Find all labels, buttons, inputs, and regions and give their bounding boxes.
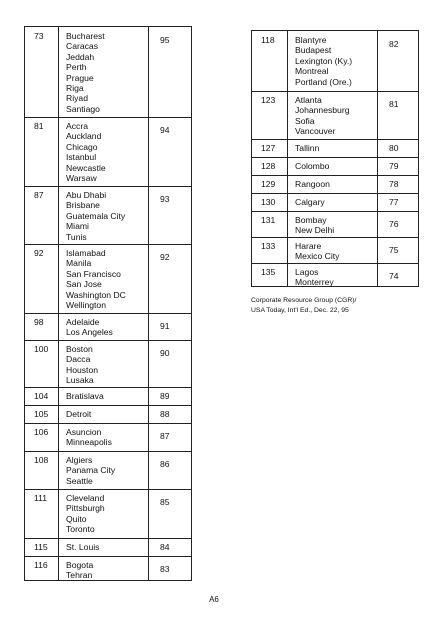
score-cell: 89 (160, 391, 170, 401)
right-ranking-table (251, 30, 419, 287)
city-name: Cleveland (66, 493, 105, 503)
table-row (25, 244, 191, 314)
cities-cell (295, 35, 352, 87)
city-name: Asuncion (66, 427, 102, 437)
city-name: Quito (66, 513, 87, 524)
score-cell: 85 (160, 497, 170, 507)
table-row (25, 340, 191, 388)
rank-cell: 118 (261, 35, 275, 45)
table-row (25, 538, 191, 557)
city-name: Chicago (66, 141, 98, 152)
table-row (252, 31, 418, 92)
table-row (25, 489, 191, 539)
cities-cell (66, 391, 104, 401)
score-cell: 93 (160, 194, 170, 204)
cities-cell (295, 241, 339, 262)
rank-cell: 128 (261, 161, 276, 171)
city-name: Mexico City (295, 251, 340, 262)
cities-cell (66, 560, 93, 581)
city-name: Caracas (66, 41, 98, 52)
table-row (252, 157, 418, 176)
city-name: Minneapolis (66, 437, 112, 448)
cities-cell (66, 31, 105, 114)
rank-cell: 133 (261, 241, 276, 251)
score-cell: 75 (389, 245, 399, 255)
city-name: San Francisco (66, 268, 121, 279)
city-name: Bombay (295, 215, 327, 225)
table-row (252, 193, 418, 212)
score-cell: 79 (389, 161, 399, 171)
city-name: Toronto (66, 524, 95, 535)
city-name: Tunis (66, 231, 87, 242)
city-name: Warsaw (66, 173, 97, 184)
city-name: Dacca (66, 354, 91, 365)
score-cell: 76 (389, 219, 399, 229)
cities-cell (66, 542, 99, 552)
rank-cell: 87 (34, 190, 44, 200)
city-name: Bogota (66, 560, 94, 570)
city-name: Panama City (66, 465, 116, 476)
table-row (252, 211, 418, 238)
city-name: San Jose (66, 279, 102, 290)
city-name: Monterrey (295, 277, 334, 288)
cities-cell (295, 215, 334, 236)
rank-cell: 111 (34, 493, 48, 503)
rank-cell: 130 (261, 197, 276, 207)
city-name: Accra (66, 121, 88, 131)
city-name: Washington DC (66, 289, 126, 300)
rank-cell: 105 (34, 409, 49, 419)
city-name: Brisbane (66, 200, 100, 211)
city-name: Riga (66, 83, 84, 94)
city-name: Vancouver (295, 126, 336, 137)
city-name: Wellington (66, 300, 106, 311)
table-row (252, 139, 418, 158)
cities-cell (295, 161, 329, 171)
city-name: Harare (295, 241, 322, 251)
city-name: Atlanta (295, 95, 322, 105)
left-ranking-table (24, 26, 192, 581)
city-name: Riyad (66, 93, 88, 104)
city-name: Montreal (295, 66, 329, 77)
city-name: Detroit (66, 409, 92, 419)
city-name: Adelaide (66, 317, 100, 327)
cities-cell (66, 409, 91, 419)
score-cell: 92 (160, 252, 170, 262)
rank-cell: 115 (34, 542, 48, 552)
table-row (25, 27, 191, 118)
cities-cell (66, 190, 125, 242)
score-cell: 95 (160, 35, 170, 45)
source-note-line: Corporate Resource Group (CGR)/ (251, 297, 357, 304)
cities-cell (295, 267, 334, 288)
cities-cell (66, 427, 112, 448)
table-row (252, 175, 418, 194)
rank-cell: 106 (34, 427, 49, 437)
city-name: Johannesburg (295, 105, 350, 116)
city-name: Bratislava (66, 391, 104, 401)
city-name: Blantyre (295, 35, 327, 45)
table-row (252, 263, 418, 286)
cities-cell (295, 95, 349, 137)
city-name: Calgary (295, 197, 325, 207)
city-name: Los Angeles (66, 327, 113, 338)
table-row (25, 387, 191, 406)
rank-cell: 100 (34, 344, 49, 354)
score-cell: 77 (389, 197, 399, 207)
rank-cell: 129 (261, 179, 276, 189)
city-name: Lusaka (66, 375, 94, 386)
score-cell: 94 (160, 125, 170, 135)
rank-cell: 116 (34, 560, 48, 570)
city-name: New Delhi (295, 225, 335, 236)
city-name: Houston (66, 364, 99, 375)
city-name: Guatemala City (66, 210, 126, 221)
page-number: A6 (209, 595, 219, 604)
rank-cell: 131 (261, 215, 276, 225)
score-cell: 83 (160, 564, 170, 574)
score-cell: 84 (160, 542, 170, 552)
city-name: Colombo (295, 161, 330, 171)
rank-cell: 73 (34, 31, 44, 41)
city-name: Perth (66, 62, 87, 73)
table-row (25, 405, 191, 424)
score-cell: 87 (160, 431, 170, 441)
cities-cell (66, 455, 115, 486)
city-name: Jeddah (66, 51, 95, 62)
rank-cell: 81 (34, 121, 44, 131)
city-name: Seattle (66, 475, 93, 486)
city-name: Tehran (66, 570, 93, 581)
table-row (252, 91, 418, 140)
table-row (25, 117, 191, 187)
cities-cell (66, 121, 106, 183)
table-row (25, 423, 191, 452)
city-name: St. Louis (66, 542, 100, 552)
score-cell: 90 (160, 348, 170, 358)
rank-cell: 135 (261, 267, 276, 277)
score-cell: 86 (160, 459, 170, 469)
city-name: Islamabad (66, 248, 106, 258)
cities-cell (295, 197, 325, 207)
rank-cell: 123 (261, 95, 276, 105)
city-name: Manila (66, 258, 92, 269)
table-row (252, 237, 418, 264)
city-name: Bucharest (66, 31, 105, 41)
cities-cell (295, 179, 330, 189)
cities-cell (66, 344, 98, 386)
source-note (251, 296, 421, 315)
rank-cell: 108 (34, 455, 49, 465)
table-row (25, 313, 191, 341)
rank-cell: 98 (34, 317, 44, 327)
score-cell: 82 (389, 39, 399, 49)
city-name: Auckland (66, 131, 102, 142)
score-cell: 74 (389, 271, 399, 281)
city-name: Lagos (295, 267, 319, 277)
city-name: Tallinn (295, 143, 320, 153)
city-name: Sofia (295, 115, 315, 126)
score-cell: 78 (389, 179, 399, 189)
score-cell: 80 (389, 143, 399, 153)
table-row (25, 451, 191, 490)
score-cell: 88 (160, 409, 170, 419)
city-name: Abu Dhabi (66, 190, 107, 200)
table-row (25, 556, 191, 580)
city-name: Rangoon (295, 179, 330, 189)
city-name: Pittsburgh (66, 503, 105, 514)
city-name: Istanbul (66, 152, 97, 163)
city-name: Santiago (66, 103, 100, 114)
city-name: Algiers (66, 455, 93, 465)
city-name: Newcastle (66, 162, 106, 173)
cities-cell (66, 317, 113, 338)
city-name: Lexington (Ky.) (295, 55, 353, 66)
cities-cell (295, 143, 319, 153)
cities-cell (66, 248, 126, 310)
source-note-line: USA Today, Int'l Ed., Dec. 22, 95 (251, 306, 349, 314)
score-cell: 81 (389, 99, 399, 109)
city-name: Prague (66, 72, 94, 83)
cities-cell (66, 493, 105, 535)
score-cell: 91 (160, 321, 170, 331)
rank-cell: 92 (34, 248, 44, 258)
city-name: Budapest (295, 45, 332, 56)
rank-cell: 104 (34, 391, 49, 401)
city-name: Miami (66, 221, 89, 232)
table-row (25, 186, 191, 245)
city-name: Boston (66, 344, 93, 354)
city-name: Portland (Ore.) (295, 76, 352, 87)
rank-cell: 127 (261, 143, 276, 153)
